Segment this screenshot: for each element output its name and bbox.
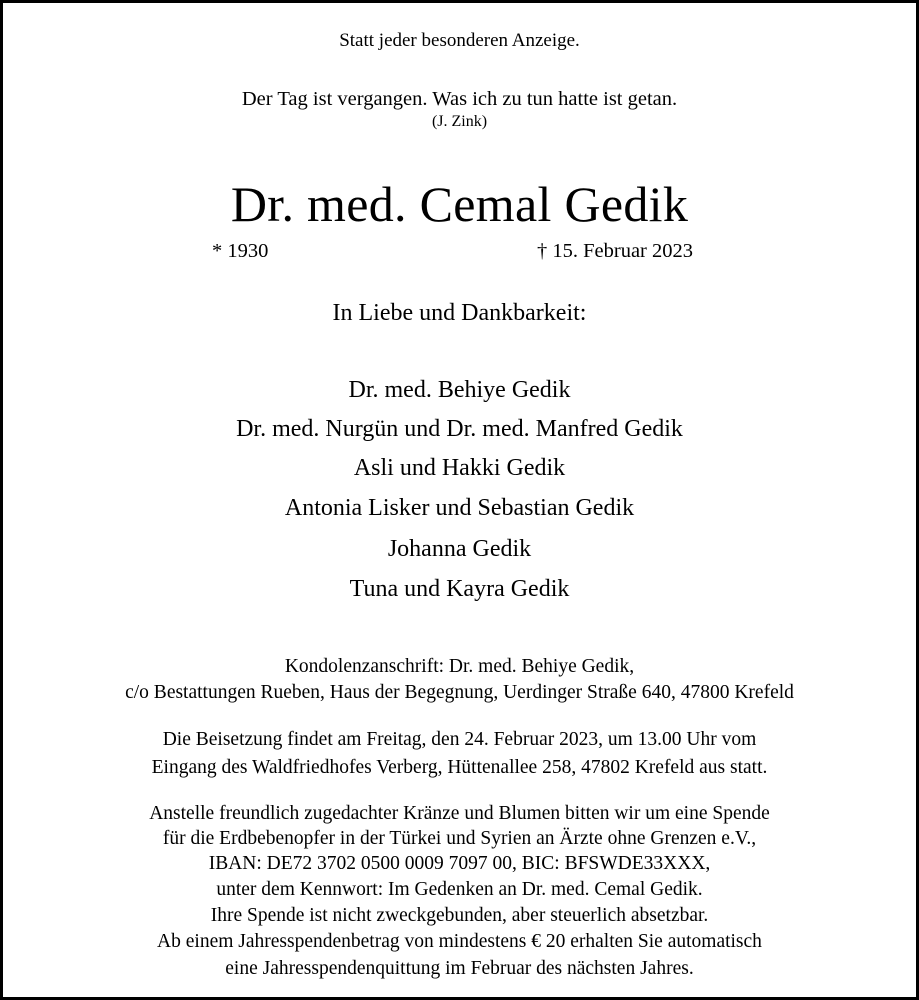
- mourners-intro: In Liebe und Dankbarkeit:: [332, 300, 587, 326]
- donation-info-line: Ab einem Jahresspendenbetrag von mindestens € 20 erhalten Sie automatisch: [157, 931, 762, 952]
- mourner-line: Asli und Hakki Gedik: [353, 455, 566, 481]
- motto-quote: Der Tag ist vergangen. Was ich zu tun hatte ist getan.: [241, 88, 678, 110]
- mourner-line: Johanna Gedik: [387, 536, 532, 562]
- mourner-line: Antonia Lisker und Sebastian Gedik: [284, 495, 635, 521]
- deceased-name: Dr. med. Cemal Gedik: [230, 176, 689, 232]
- donation-info-line: unter dem Kennwort: Im Gedenken an Dr. med. Cemal Gedik.: [216, 879, 703, 900]
- funeral-info-line: Eingang des Waldfriedhofes Verberg, Hüttenallee 258, 47802 Krefeld aus statt.: [151, 757, 768, 778]
- header-note: Statt jeder besonderen Anzeige.: [339, 30, 580, 51]
- quote-citation: (J. Zink): [431, 113, 488, 130]
- donation-info-line: Anstelle freundlich zugedachter Kränze und Blumen bitten wir um eine Spende: [149, 803, 770, 824]
- condolence-address-line: c/o Bestattungen Rueben, Haus der Begegnung, Uerdinger Straße 640, 47800 Krefeld: [125, 682, 794, 703]
- funeral-info-line: Die Beisetzung findet am Freitag, den 24. Februar 2023, um 13.00 Uhr vom: [162, 729, 757, 750]
- donation-info-line: IBAN: DE72 3702 0500 0009 7097 00, BIC: BFSWDE33XXX,: [208, 853, 711, 874]
- mourner-line: Dr. med. Behiye Gedik: [348, 377, 571, 403]
- donation-info-line: Ihre Spende ist nicht zweckgebunden, aber steuerlich absetzbar.: [210, 905, 709, 926]
- donation-info-line: eine Jahresspendenquittung im Februar des nächsten Jahres.: [225, 958, 694, 979]
- mourner-line: Dr. med. Nurgün und Dr. med. Manfred Gedik: [236, 416, 683, 442]
- birth-year: * 1930: [212, 240, 269, 262]
- death-date: † 15. Februar 2023: [537, 240, 694, 262]
- condolence-address-line: Kondolenzanschrift: Dr. med. Behiye Gedik,: [284, 656, 635, 677]
- mourner-line: Tuna und Kayra Gedik: [349, 576, 570, 602]
- donation-info-line: für die Erdbebenopfer in der Türkei und Syrien an Ärzte ohne Grenzen e.V.,: [162, 828, 757, 849]
